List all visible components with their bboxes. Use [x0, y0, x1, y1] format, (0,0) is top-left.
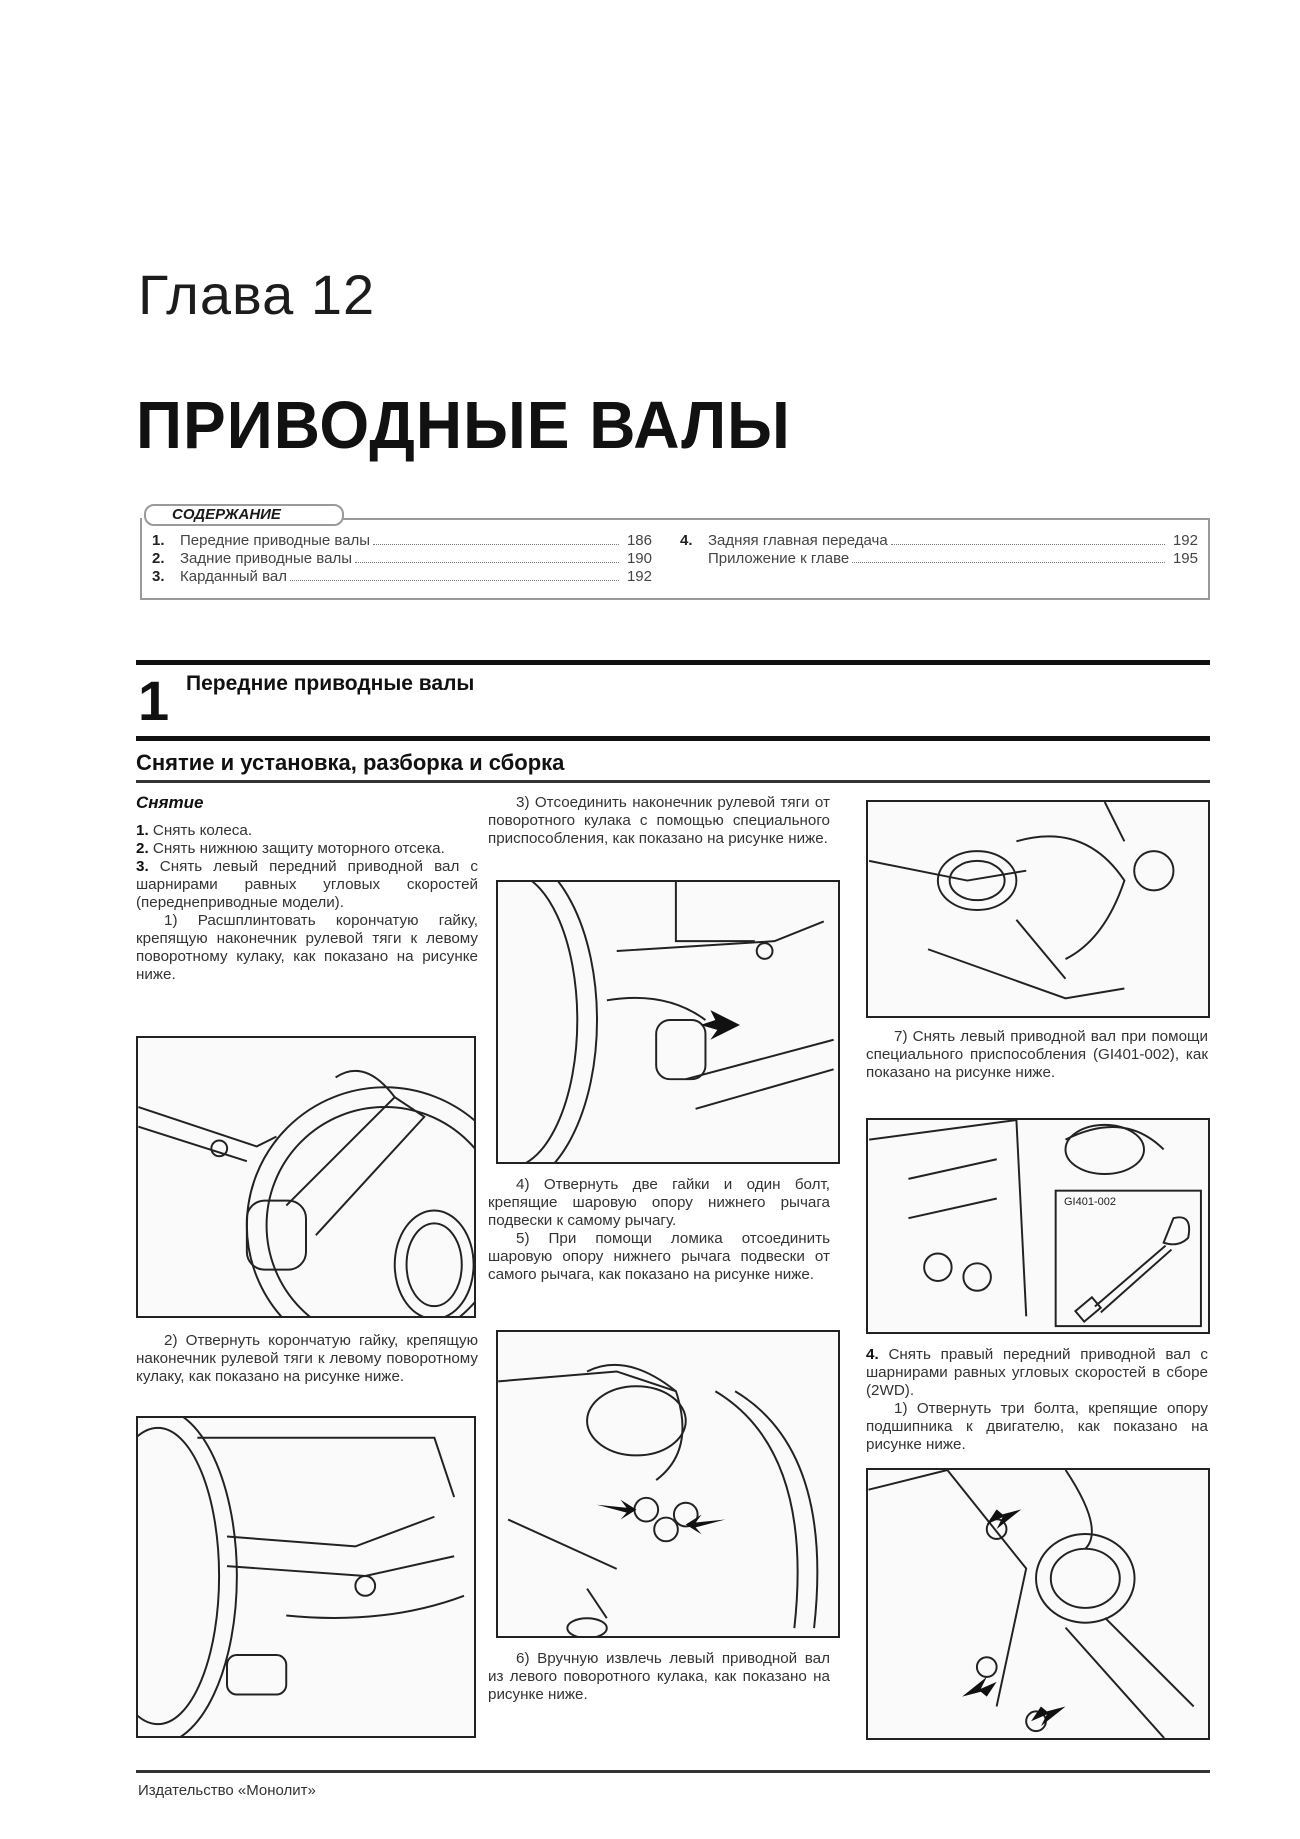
- figure-castle-nut-removal: [136, 1416, 476, 1738]
- substep-5: 5) При помощи ломика отсоединить шаровую опору нижнего рычага подвески от самого рычага, как показано на рисунке ниже.: [488, 1230, 830, 1283]
- chapter-label: Глава 12: [138, 263, 376, 326]
- column-right: [866, 1028, 1208, 1082]
- toc-item-text: Приложение к главе: [708, 550, 850, 567]
- figure-tie-rod-separation: [496, 880, 840, 1164]
- step-text: Снять левый передний приводной вал с шарнирами равных угловых скоростей (переднеприводные модели).: [136, 858, 478, 911]
- toc-item[interactable]: [680, 532, 1198, 550]
- removal-heading: Снятие: [136, 793, 204, 812]
- step-1: [136, 822, 478, 840]
- step-number: 2.: [136, 840, 149, 857]
- tool-label: GI401-002: [1064, 1196, 1116, 1208]
- figure-special-tool: [866, 1118, 1210, 1334]
- substep-3: 3) Отсоединить наконечник рулевой тяги от поворотного кулака с помощью специального приспособления, как показано на рисунке ниже.: [488, 794, 830, 847]
- toc-item-page: 186: [626, 532, 652, 549]
- step-2: [136, 840, 478, 858]
- step-number: 4.: [866, 1346, 879, 1363]
- figure-driveshaft-removal: [866, 800, 1210, 1018]
- substep-1: 1) Расшплинтовать корончатую гайку, крепящую наконечник рулевой тяги к левому поворотному кулаку, как показано на рисунке ниже.: [136, 912, 478, 983]
- figure-cotter-pin-removal: [136, 1036, 476, 1318]
- subsection-title: Снятие и установка, разборка и сборка: [136, 750, 565, 775]
- illustration-bearing-bolts: [868, 1470, 1208, 1738]
- toc-item-number: 2.: [152, 550, 165, 567]
- toc-item-text: Задние приводные валы: [180, 550, 352, 567]
- toc-item-text: Карданный вал: [180, 568, 287, 585]
- toc-leader-dots: [355, 562, 619, 563]
- column-middle: [488, 794, 830, 848]
- step-text: Снять правый передний приводной вал с шарнирами равных угловых скоростей в сборе (2WD).: [866, 1346, 1208, 1399]
- toc-heading: СОДЕРЖАНИЕ: [144, 504, 344, 526]
- toc-leader-dots: [852, 562, 1165, 563]
- step-4: [866, 1346, 1208, 1400]
- illustration-ball-joint: [498, 1332, 838, 1636]
- toc-item-text: Передние приводные валы: [180, 532, 371, 549]
- column-left-lower: [136, 1332, 478, 1386]
- substep-4: 4) Отвернуть две гайки и один болт, крепящие шаровую опору нижнего рычага подвески к самому рычагу.: [488, 1176, 830, 1229]
- toc-leader-dots: [891, 544, 1165, 545]
- illustration-knuckle-nut: [138, 1418, 474, 1736]
- toc-item-page: 190: [626, 550, 652, 567]
- illustration-gearbox-tool: [868, 1120, 1208, 1332]
- footer-divider: [136, 1770, 1210, 1773]
- toc-leader-dots: [373, 544, 619, 545]
- step-number: 3.: [136, 858, 149, 875]
- column-middle-2: [488, 1176, 830, 1284]
- toc-item-number: 4.: [680, 532, 693, 549]
- toc-item[interactable]: [680, 550, 1198, 568]
- toc-item-page: 192: [626, 568, 652, 585]
- substep-7: 7) Снять левый приводной вал при помощи специального приспособления (GI401-002), как показано на рисунке ниже.: [866, 1028, 1208, 1081]
- figure-ball-joint-separation: [496, 1330, 840, 1638]
- toc-item-page: 195: [1172, 550, 1198, 567]
- toc-item-text: Задняя главная передача: [708, 532, 888, 549]
- publisher-footer: Издательство «Монолит»: [138, 1782, 316, 1799]
- section-divider-top: [136, 660, 1210, 665]
- table-of-contents: [140, 506, 1210, 600]
- toc-leader-dots: [290, 580, 619, 581]
- figure-bearing-support: [866, 1468, 1210, 1740]
- illustration-cv-joint: [868, 802, 1208, 1016]
- column-left: [136, 794, 478, 984]
- section-title: Передние приводные валы: [186, 672, 475, 695]
- toc-item-number: 3.: [152, 568, 165, 585]
- section-number: 1: [138, 669, 170, 732]
- step-3: [136, 858, 478, 912]
- toc-item[interactable]: [152, 568, 652, 586]
- step-text: Снять нижнюю защиту моторного отсека.: [152, 840, 445, 857]
- illustration-tie-rod-puller: [498, 882, 838, 1162]
- step-number: 1.: [136, 822, 149, 839]
- chapter-title: ПРИВОДНЫЕ ВАЛЫ: [136, 387, 791, 463]
- step-text: Снять колеса.: [152, 822, 253, 839]
- subsection-underline: [136, 780, 1210, 783]
- substep-2: 2) Отвернуть корончатую гайку, крепящую наконечник рулевой тяги к левому поворотному кулаку, как показано на рисунке ниже.: [136, 1332, 478, 1385]
- column-middle-3: [488, 1650, 830, 1704]
- toc-item-number: 1.: [152, 532, 165, 549]
- column-right-2: [866, 1346, 1208, 1454]
- toc-item[interactable]: [152, 532, 652, 550]
- toc-item-page: 192: [1172, 532, 1198, 549]
- toc-item[interactable]: [152, 550, 652, 568]
- substep-1-right: 1) Отвернуть три болта, крепящие опору подшипника к двигателю, как показано на рисунке ниже.: [866, 1400, 1208, 1453]
- section-divider-bottom: [136, 736, 1210, 741]
- illustration-pliers-tie-rod: [138, 1038, 474, 1316]
- substep-6: 6) Вручную извлечь левый приводной вал из левого поворотного кулака, как показано на рисунке ниже.: [488, 1650, 830, 1703]
